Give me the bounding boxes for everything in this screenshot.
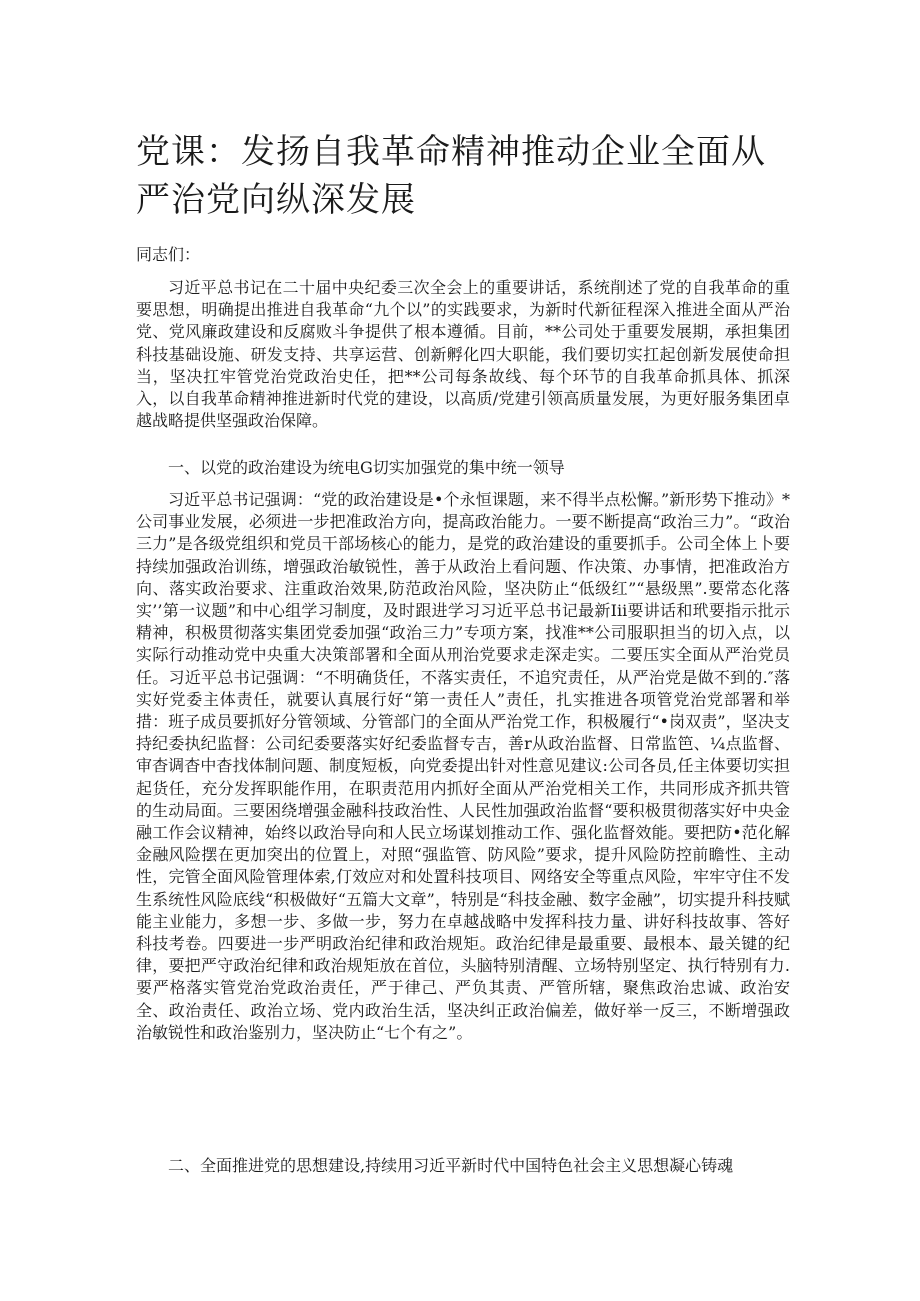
section-1-body: 习近平总书记强调：“党的政治建设是•个永恒课题，来不得半点松懈。”新形势下推动》*公司事业发展，必须进一步把准政治方向，提高政治能力。一要不断提高“政治三力”。“政治三力”是各级党组织和党员干部场核心的能力，是党的政治建设的重要抓手。公司全体上卜要持续加强政治训练，增强政治敏锐性，善于从政治上看问题、作决策、办事情，把准政治方向、落实政治要求、注重政治效果,防范政治风险，坚决防止“低级红”“悬级黑”.要常态化落实’’第一议题”和中心组学习制度，及时跟进学习习近平总书记最新Iii要讲话和玳要指示批示精神，积极贯彻落实集团党委加强“政治三力”专项方案，找准**公司服职担当的切入点，以实际行动推动党中央重大决策部署和全面从刑治党要求走深走实。二要压实全面从严治党员任。习近平总书记强调：“不明确货任，不落实责任，不追究责任，从严治党是做不到的.″落实好党委主体责任，就要认真展行好“第一责任人”责任，扎实推进各项管党治党部署和举措：班子成员要抓好分管领域、分管部门的全面从严治党工作，积极履行“•岗双责”，坚决支持纪委执纪监督：公司纪委要落实好纪委监督专吉，善r从政治监督、日常监笆、¼点监督、审杳调杳中杳找体制问题、制度短板，向党委提出针对性意见建议:公司各员,任主体要切实担起货任，充分发挥职能作用，在职责范用内抓好全面从严治党相关工作，共同形成齐抓共管的生动局面。三要困绕增强金融科技政治性、人民性加强政治监督“要积极贯彻落实好中央金融工作会议精神，始终以政治导向和人民立场谋划推动工作、强化监督效能。要把防•范化解金融风险摆在更加突出的位置上，对照“强监管、防风险”要求，提升风险防控前瞻性、主动性，完管全面风险管理体索,仃效应对和处置科技项目、网络安全等重点风险，牢牢守住不发生系统性风险底线“积极做好“五篇大文章”，特别是“科技金融、数字金融”，切实提升科技赋能主业能力，多想一步、多做一步，努力在卓越战略中发挥科技力量、讲好科技故事、答好科技考卷。四要进一步严明政治纪律和政治规矩。政治纪律是最重要、最根本、最关键的纪律，要把严守政治纪律和政治规矩放在首位，头脑特别清醒、立场特别坚定、执行特别有力.要严格落实管党治党政治责任，严于律己、严负其责、严管所辖，聚焦政治忠诚、政治安全、政治责任、政治立场、党内政治生活，坚决纠正政治偏差，做好举一反三，不断增强政治敏锐性和政治鉴别力，坚决防止“七个有之”。 xyxy=(136,490,790,1042)
section-2-heading: 二、全面推进党的思想建设,持续用习近平新时代中国特色社会主义思想凝心铸魂 xyxy=(168,1156,734,1175)
salutation: 同志们： xyxy=(136,245,201,264)
document-title: 党课：发扬自我革命精神推动企业全面从严治党向纵深发展 xyxy=(136,132,766,220)
section-1-heading: 一、以党的政治建设为统电G切实加强党的集中统一领导 xyxy=(168,458,565,477)
intro-paragraph: 习近平总书记在二十届中央纪委三次全会上的重要讲话，系统削述了党的自我革命的重要思想，明确提出推进自我革命“九个以”的实践要求，为新时代新征程深入推进全面从严治党、党风廉政建设和反腐败斗争提供了根本遵循。目前，**公司处于重要发展期，承担集团科技基础设施、研发支持、共享运营、创新孵化四大职能，我们要切实扛起创新发展使命担当，坚决扛牢管党治党政治史任，把**公司每条故线、每个环节的自我革命抓具体、抓深入，以自我革命精神推进新时代党的建设，以高质/党建引领高质量发展，为更好服务集团卓越战略提供坚强政治保障。 xyxy=(136,278,790,431)
